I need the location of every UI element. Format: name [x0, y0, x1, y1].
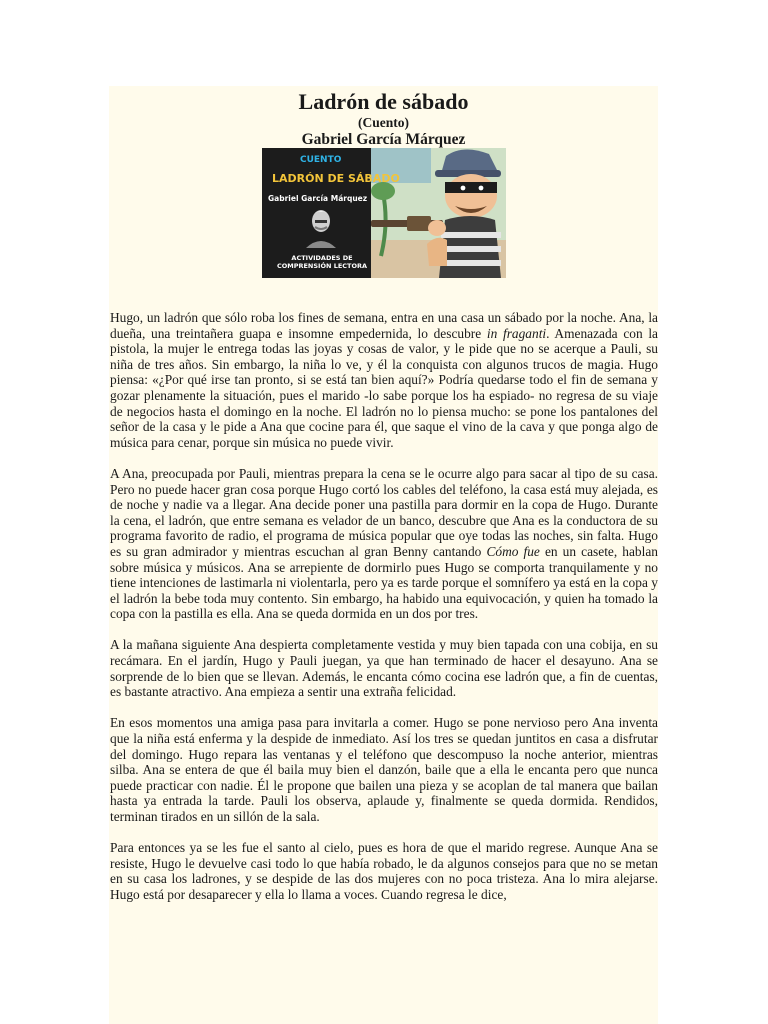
cover-tag: CUENTO: [300, 155, 342, 165]
story-body: [110, 310, 658, 903]
page-title: Ladrón de sábado: [298, 89, 469, 114]
cover-title: LADRÓN DE SÁBADO: [272, 172, 400, 185]
paragraph-2: [110, 466, 658, 622]
paragraph-1-italic: in fraganti: [486, 325, 547, 341]
paragraph-3: A la mañana siguiente Ana despierta completamente vestida y muy bien tapada con una cobija, en su recámara. En el jardín, Hugo y Pauli juegan, ya que han terminado de hacer el desayuno. Ana se sorprende de lo bien que se llevan. Además, le encanta cómo cocina ese ladrón que, a fin de cuentas, es bastante atractivo. Ana empieza a sentir una extraña felicidad.: [110, 637, 658, 700]
cover-image: [262, 148, 506, 278]
paragraph-2-part-2: en un casete, hablan sobre música y músicos. Ana se arrepiente de dormirlo pues Hugo se comporta tranquilamente y no tiene intenciones de lastimarla ni violentarla, pero ya es tarde porque el somnífero ya está en la copa y el ladrón la bebe toda muy contento. Sin embargo, ha habido una equivocación, y quien ha tomado la copa con la pastilla es ella. Ana se queda dormida en un dos por tres.: [110, 543, 658, 622]
document-page: [109, 86, 658, 1024]
paragraph-2-part-1: A Ana, preocupada por Pauli, mientras prepara la cena se le ocurre algo para sacar al tipo de su casa. Pero no puede hacer gran cosa porque Hugo cortó los cables del teléfono, la casa está muy alejada, es de noche y nadie va a llegar. Ana decide poner una pastilla para dormir en la copa de Hugo. Durante la cena, el ladrón, que entre semana es velador de un banco, descubre que Ana es la conductora de su programa favorito de radio, el programa de música popular que oye todas las noches, sin falta. Hugo es su gran admirador y mientras escuchan al gran Benny cantando: [110, 465, 658, 559]
paragraph-1-part-1: Hugo, un ladrón que sólo roba los fines de semana, entra en una casa un sábado por la noche. Ana, la dueña, una treintañera guapa e insomne empedernida, lo descubre: [110, 310, 658, 341]
paragraph-1-part-2: . Amenazada con la pistola, la mujer le entrega todas las joyas y cosas de valor, y le pide que no se acerque a Pauli, su niña de tres años. Sin embargo, la niña lo ve, y él la conquista con algunos trucos de magia. Hugo piensa: «¿Por qué irse tan pronto, si se está tan bien aquí?» Podría quedarse todo el fin de semana y gozar plenamente la situación, pues el marido -lo sabe porque los ha espiado- no regresa de su viaje de negocios hasta el domingo en la noche. El ladrón no lo piensa mucho: se pone los pantalones del señor de la casa y le pide a Ana que cocine para él, que saque el vino de la cava y que ponga algo de música para cenar, porque sin música no puede vivir.: [110, 325, 659, 450]
page-subtitle: (Cuento): [358, 115, 409, 130]
cover-activities-text: [276, 254, 368, 270]
thief-illustration: [371, 148, 506, 278]
author-name: Gabriel García Márquez: [301, 131, 466, 148]
cover-activities-line-2: COMPRENSIÓN LECTORA: [276, 262, 368, 270]
paragraph-2-italic: Cómo fue: [486, 543, 540, 559]
paragraph-4: En esos momentos una amiga pasa para invitarla a comer. Hugo se pone nervioso pero Ana inventa que la niña está enferma y la despide de inmediato. Así los tres se quedan juntitos en casa a disfrutar del domingo. Hugo repara las ventanas y el teléfono que descompuso la noche anterior, mientras silba. Ana se entera de que él baila muy bien el danzón, baile que a ella le encanta pero que nunca puede practicar con nadie. Él le propone que bailen una pieza y se acoplan de tal manera que bailan hasta ya entrada la tarde. Pauli los observa, aplaude y, finalmente se queda dormida. Rendidos, terminan tirados en un sillón de la sala.: [110, 715, 658, 824]
cover-author: Gabriel García Márquez: [268, 194, 368, 203]
author-portrait: [304, 206, 338, 248]
cover-activities-line-1: ACTIVIDADES DE: [291, 254, 353, 262]
paragraph-5: Para entonces ya se les fue el santo al cielo, pues es hora de que el marido regrese. Aunque Ana se resiste, Hugo le devuelve casi todo lo que había robado, le da algunos consejos para que no se metan en su casa los ladrones, y se despide de las dos mujeres con no poca tristeza. Ana lo mira alejarse. Hugo está por desaparecer y ella lo llama a voces. Cuando regresa le dice,: [110, 840, 658, 902]
paragraph-1: [110, 310, 658, 450]
